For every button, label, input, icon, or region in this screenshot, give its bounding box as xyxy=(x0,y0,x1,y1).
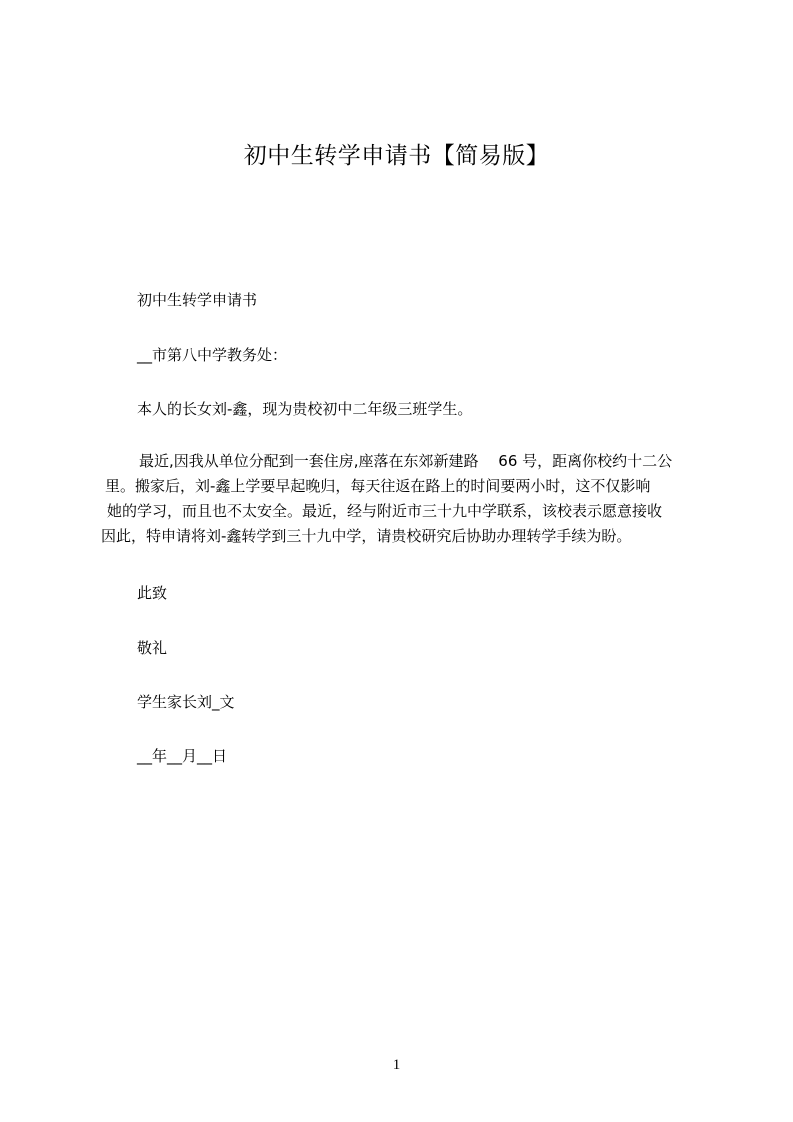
closing-line-1: 此致 xyxy=(137,584,168,602)
body-line: 里。搬家后，刘-鑫上学要早起晚归，每天往返在路上的时间要两小时，这不仅影响 xyxy=(105,477,651,495)
signature-line: 学生家长刘_文 xyxy=(137,693,235,711)
body-line: 最近,因我从单位分配到一套住房,座落在东郊新建路 66 号，距离你校约十二公 xyxy=(139,452,673,470)
recipient-line: __市第八中学教务处： xyxy=(137,346,288,364)
body-paragraph xyxy=(101,449,721,549)
closing-line-2: 敬礼 xyxy=(137,639,168,657)
date-line: __年__月__日 xyxy=(137,747,228,765)
letter-heading: 初中生转学申请书 xyxy=(137,291,258,309)
body-line: 她的学习，而且也不太安全。最近，经与附近市三十九中学联系，该校表示愿意接收 xyxy=(107,502,663,520)
page-number: 1 xyxy=(392,1057,401,1073)
body-line: 因此，特申请将刘-鑫转学到三十九中学，请贵校研究后协助办理转学手续为盼。 xyxy=(101,527,632,545)
document-title: 初中生转学申请书【简易版】 xyxy=(243,143,550,169)
intro-paragraph: 本人的长女刘-鑫，现为贵校初中二年级三班学生。 xyxy=(137,400,473,418)
